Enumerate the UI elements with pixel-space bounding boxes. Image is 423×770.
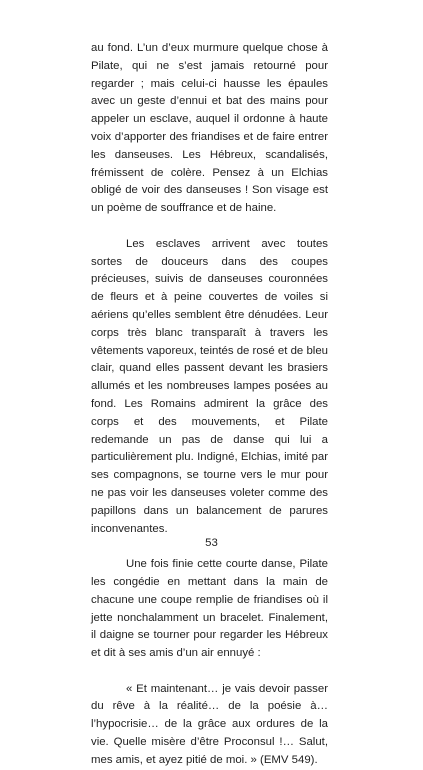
- body-text: [91, 40, 328, 770]
- paragraph-dancers: Les esclaves arrivent avec toutes sortes de douceurs dans des coupes précieuses, suivis de danseuses couronnées de fleurs et à peine couvertes de voiles si aériens qu’elles semblent être dénudées. Leur corps très blanc transparaît à travers les vêtements vaporeux, teintés de rosé et de bleu clair, quand elles passent devant les brasiers allumés et les nombreuses lampes posées au fond. Les Romains admirent la grâce des corps et des mouvements, et Pilate redemande un pas de danse qui lui a particulièrement plu. Indigné, Elchias, imité par ses compagnons, se tourne vers le mur pour ne pas voir les danseuses voleter comme des papillons dans un balancement de parures inconvenantes.: [91, 237, 328, 535]
- paragraph-bracelet: Une fois finie cette courte danse, Pilate les congédie en mettant dans la main de chacune une coupe remplie de friandises où il jette nonchalamment un bracelet. Finalement, il daigne se tourner pour regarder les Hébreux et dit à ses amis d’un air ennuyé :: [91, 558, 328, 660]
- paragraph-continuation: au fond. L’un d’eux murmure quelque chose à Pilate, qui ne s’est jamais retourné pour regarder ; mais celui-ci hausse les épaules avec un geste d’ennui et bat des mains pour appeler un esclave, auquel il ordonne à haute voix d’apporter des friandises et de faire entrer les danseuses. Les Hébreux, scandalisés, frémissent de colère. Pensez à un Elchias obligé de voir des danseuses ! Son visage est un poème de souffrance et de haine.: [91, 42, 328, 215]
- page-number: 53: [205, 537, 218, 549]
- paragraph-quote: « Et maintenant… je vais devoir passer du rêve à la réalité… de la poésie à… l’hypocrisie… de la grâce aux ordures de la vie. Quelle misère d’être Proconsul !… Salut, mes amis, et ayez pitié de moi. » (EMV 549).: [91, 682, 328, 766]
